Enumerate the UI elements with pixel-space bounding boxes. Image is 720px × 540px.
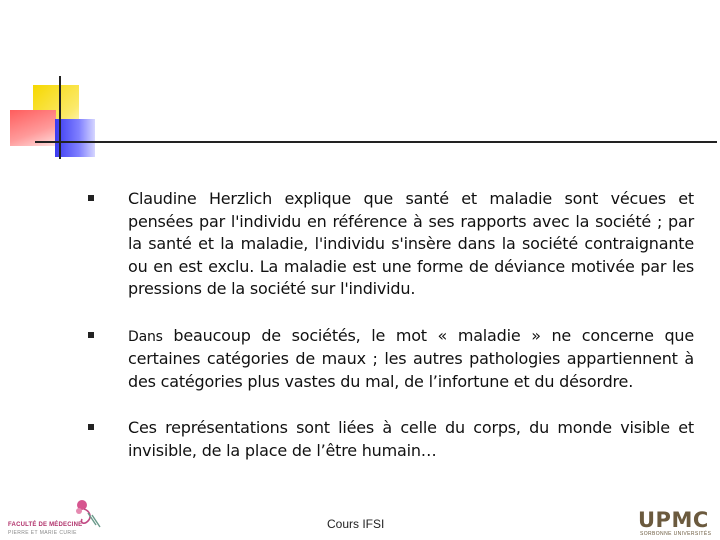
- list-item: [88, 188, 694, 301]
- faculty-logo-subtext: PIERRE ET MARIE CURIE: [8, 530, 77, 536]
- bullet-text: Claudine Herzlich explique que santé et maladie sont vécues et pensées par l'individu en référence à ses rapports avec la société ; par la santé et la maladie, l'individu s'insère dans la société contraignante ou en est exclu. La maladie est une forme de déviance motivée par les pressions de la société sur l'individu.: [128, 189, 694, 298]
- decorative-vertical-line: [59, 76, 61, 159]
- bullet-square-icon: [88, 332, 94, 338]
- bullet-text: Ces représentations sont liées à celle du corps, du monde visible et invisible, de la place de l’être humain…: [128, 418, 694, 460]
- list-item: [88, 417, 694, 462]
- footer-course-label: Cours IFSI: [327, 517, 385, 531]
- bullet-lead-word: Dans: [128, 328, 163, 345]
- decorative-blue-square: [55, 119, 95, 157]
- bullet-square-icon: [88, 424, 94, 430]
- bullet-list: [88, 188, 694, 462]
- bullet-square-icon: [88, 195, 94, 201]
- title-divider-line: [35, 141, 717, 143]
- faculty-logo-text: FACULTÉ DE MÉDECINE: [8, 522, 83, 528]
- bullet-text-rest: beaucoup de sociétés, le mot « maladie » ne concerne que certaines catégories de maux ; les autres pathologies appartiennent à des catégories plus vastes du mal, de l’infortune et du désordre.: [128, 325, 694, 391]
- upmc-logo-subtext: SORBONNE UNIVERSITÉS: [640, 531, 712, 537]
- bullet-text: [128, 325, 694, 394]
- upmc-logo-text: UPMC: [638, 508, 709, 532]
- list-item: [88, 325, 694, 394]
